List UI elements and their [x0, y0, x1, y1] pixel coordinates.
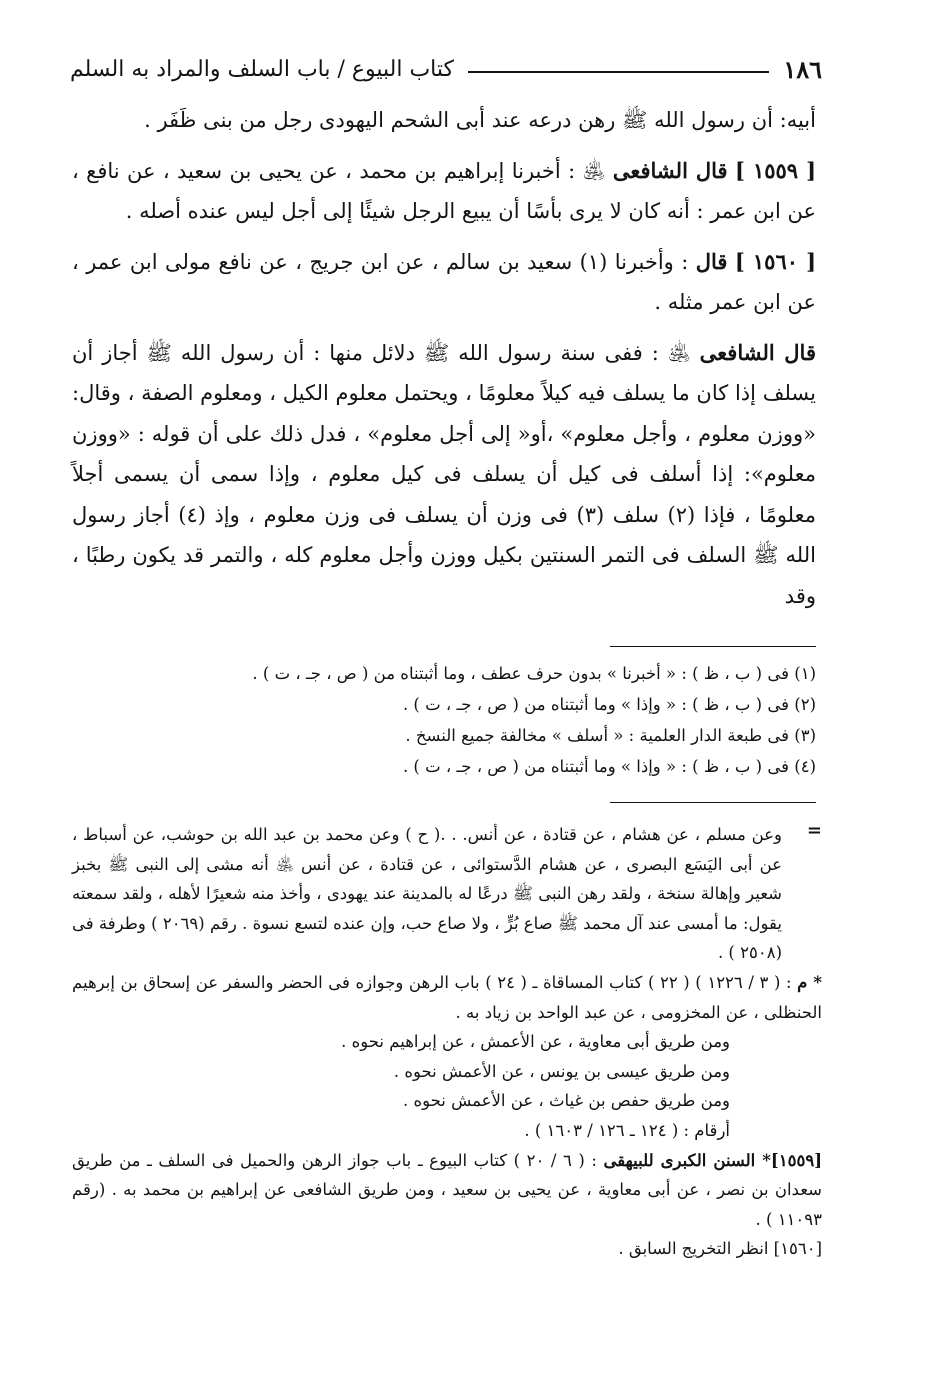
main-text: [72, 100, 816, 618]
paragraph-text: : وأخبرنا (١) سعيد بن سالم ، عن ابن جريج ، عن نافع مولى ابن عمر ، عن ابن عمر مثله .: [72, 249, 816, 314]
paragraph-1559: [72, 151, 816, 232]
footnote: (٤) فى ( ب ، ظ ) : « وإذا » وما أثبتناه من ( ص ، جـ ، ت ) .: [402, 757, 816, 776]
takhrij-muslim: [72, 968, 822, 1027]
takhrij-separator: [610, 802, 816, 803]
takhrij-line: أرقام : ( ١٢٤ ـ ١٢٦ / ١٦٠٣ ) .: [524, 1120, 730, 1140]
running-title: كتاب البيوع / باب السلف والمراد به السلم: [70, 56, 455, 82]
takhrij-line: ومن طريق أبى معاوية ، عن الأعمش ، عن إبراهيم نحوه .: [341, 1032, 730, 1052]
takhrij-line: ومن طريق عيسى بن يونس ، عن الأعمش نحوه .: [393, 1061, 730, 1081]
takhrij-paragraph: وعن مسلم ، عن هشام ، عن قتادة ، عن أنس. . .( ح ) وعن محمد بن عبد الله بن حوشب، عن أسباط ، عن أبى اليَسَع البصرى ، عن هشام الدَّستوائى ، عن قتادة ، عن أنس ﵁ أنه مشى إلى النبى ﷺ بخبز شعير وإهالة سنخة ، ولقد رهن النبى ﷺ درعًا له بالمدينة عند يهودى ، وأخذ منه شعيرًا لأهله ، ولقد سمعته يقول: ما أمسى عند آل محمد ﷺ صاع بُرٍّ ، ولا صاع حب، وإن عنده لتسع نسوة . رقم (٢٠٦٩ ) وطرفة فى (٢٥٠٨ ) .: [72, 825, 782, 963]
takhrij-section: [72, 820, 822, 1264]
footnote: (٣) فى طبعة الدار العلمية : « أسلف » مخالفة جميع النسخ .: [405, 726, 816, 745]
narration-line: أبيه: أن رسول الله ﷺ رهن درعه عند أبى الشحم اليهودى رجل من بنى ظَفَر .: [144, 108, 816, 132]
takhrij-1560: [١٥٦٠] انظر التخريج السابق .: [618, 1239, 822, 1259]
speaker-label: قال الشافعى: [699, 339, 816, 365]
page-number: ١٨٦: [783, 54, 822, 84]
footnote: (١) فى ( ب ، ظ ) : « أخبرنا » بدون حرف عطف ، وما أثبتناه من ( ص ، جـ ، ت ) .: [252, 664, 816, 683]
header-rule: [468, 71, 769, 73]
paragraph-text: ﵁ : أخبرنا إبراهيم بن محمد ، عن يحيى بن سعيد ، عن نافع ، عن ابن عمر : أنه كان لا يرى بأسًا أن يبيع الرجل شيئًا إلى أجل ليس عنده أصله .: [72, 158, 816, 223]
speaker-label: قال: [695, 248, 728, 274]
source-text: : ( ٦ / ٢٠ ) كتاب البيوع ـ باب جواز الرهن والحميل فى السلف ـ من طريق سعدان بن نصر ، عن أبى معاوية ، عن يحيى بن سعيد ، ومن طريق الشافعى عن إبراهيم بن محمد به . (رقم ١١٠٩٣ ) .: [72, 1150, 822, 1229]
footnote-separator: [610, 646, 816, 647]
source-label: [١٥٥٩]* السنن الكبرى للبيهقى: [603, 1150, 822, 1170]
source-label: * م: [797, 972, 823, 992]
paragraph-number: [ ١٥٥٩ ]: [734, 157, 817, 183]
page-header: [70, 52, 822, 86]
takhrij-1559: [72, 1146, 822, 1235]
paragraph-1560: [72, 242, 816, 323]
shafii-commentary: [72, 333, 816, 617]
footnotes: [100, 658, 816, 782]
speaker-label: قال الشافعى: [612, 157, 728, 183]
paragraph-number: [ ١٥٦٠ ]: [734, 248, 817, 274]
footnote: (٢) فى ( ب ، ظ ) : « وإذا » وما أثبتناه من ( ص ، جـ ، ت ) .: [402, 695, 816, 714]
takhrij-line: ومن طريق حفص بن غياث ، عن الأعمش نحوه .: [402, 1091, 730, 1111]
paragraph-text: ﵁ : ففى سنة رسول الله ﷺ دلائل منها : أن رسول الله ﷺ أجاز أن يسلف إذا كان ما يسلف فيه كيلاً معلومًا ، ويحتمل معلوم الكيل ، ومعلوم الصفة ، وقال: «ووزن معلوم ، وأجل معلوم» ،أو« إلى أجل معلوم» ، فدل ذلك على أن قوله : «ووزن معلوم»: إذا أسلف فى كيل أن يسلف فى كيل معلوم ، وإذا سمى أن يسمى أجلاً معلومًا ، فإذا (٢) سلف (٣) فى وزن أن يسلف فى وزن معلوم ، وإذ (٤) أجاز رسول الله ﷺ السلف فى التمر السنتين بكيل ووزن وأجل معلوم كله ، والتمر قد يكون رطبًا ، وقد: [72, 340, 817, 608]
continuation-mark: =: [806, 820, 822, 841]
source-text: : ( ٣ / ١٢٢٦ ) ( ٢٢ ) كتاب المساقاة ـ ( ٢٤ ) باب الرهن وجوازه فى الحضر والسفر عن إسحاق بن إبرهيم الحنظلى ، عن المخزومى ، عن عبد الواحد بن زياد به .: [72, 972, 822, 1022]
